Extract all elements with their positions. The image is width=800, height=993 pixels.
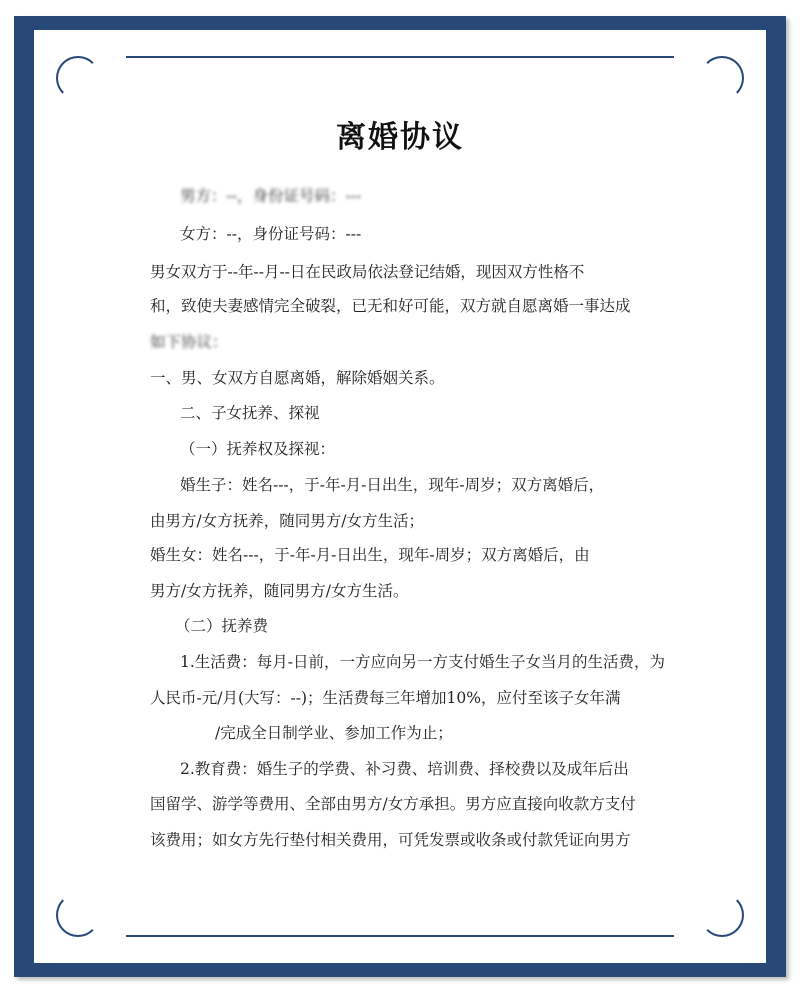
text-line: 一、男、女双方自愿离婚，解除婚姻关系。 — [150, 369, 445, 387]
corner-ornament-icon — [56, 56, 100, 100]
text-line: /完成全日制学业、参加工作为止； — [215, 724, 453, 742]
document-title: 离婚协议 — [336, 120, 464, 155]
text-line: 国留学、游学等费用、全部由男方/女方承担。男方应直接向收款方支付 — [150, 795, 636, 813]
text-line: （一）抚养权及探视： — [180, 440, 336, 458]
top-border-line — [126, 56, 674, 58]
text-line: 1.生活费：每月-日前，一方应向另一方支付婚生子女当月的生活费，为 — [180, 653, 666, 671]
text-line: 2.教育费：婚生子的学费、补习费、培训费、择校费以及成年后出 — [180, 760, 629, 778]
text-line: 由男方/女方抚养，随同男方/女方生活； — [150, 512, 424, 530]
corner-ornament-icon — [700, 893, 744, 937]
document-page — [34, 30, 766, 963]
text-line: 如下协议： — [150, 333, 228, 351]
text-line: 男方：--，身份证号码：--- — [180, 187, 362, 205]
text-line: 男女双方于--年--月--日在民政局依法登记结婚，现因双方性格不 — [150, 263, 585, 281]
text-line: （二）抚养费 — [175, 617, 269, 635]
text-line: 和，致使夫妻感情完全破裂，已无和好可能，双方就自愿离婚一事达成 — [150, 297, 631, 315]
text-line: 人民币-元/月(大写：--)；生活费每三年增加10%，应付至该子女年满 — [150, 689, 621, 707]
text-line: 二、子女抚养、探视 — [180, 404, 320, 422]
text-line: 婚生子：姓名---，于-年-月-日出生，现年-周岁；双方离婚后， — [180, 476, 605, 494]
text-line: 该费用；如女方先行垫付相关费用，可凭发票或收条或付款凭证向男方 — [150, 831, 631, 849]
text-line: 婚生女：姓名---，于-年-月-日出生，现年-周岁；双方离婚后，由 — [150, 546, 590, 564]
bottom-border-line — [126, 935, 674, 937]
corner-ornament-icon — [700, 56, 744, 100]
text-line: 女方：--，身份证号码：--- — [180, 225, 362, 243]
text-line: 男方/女方抚养，随同男方/女方生活。 — [150, 582, 409, 600]
corner-ornament-icon — [56, 893, 100, 937]
